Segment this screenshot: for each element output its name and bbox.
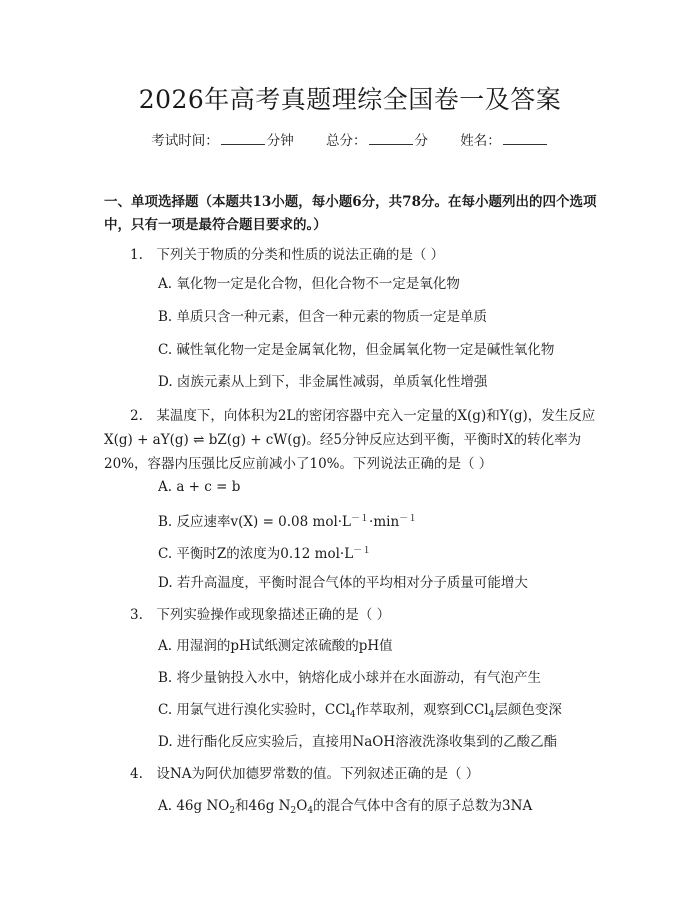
exam-time-unit: 分钟 (266, 133, 294, 149)
q4a-sub-1: 2 (229, 806, 236, 816)
total-score (326, 131, 428, 151)
question-1-option-b: B. 单质只含一种元素，但含一种元素的物质一定是单质 (158, 309, 488, 325)
student-name-label: 姓名： (460, 133, 501, 149)
page-title: 2026年高考真题理综全国卷一及答案 (138, 85, 562, 114)
question-2-option-a: A. a + c = b (158, 479, 241, 495)
exam-time-label: 考试时间： (151, 133, 219, 149)
section-header: 一、单项选择题（本题共13小题，每小题6分，共78分。在每小题列出的四个选项中，只有一项是最符合题目要求的。） (104, 194, 597, 233)
q3c-sub-2: 4 (488, 710, 495, 720)
q2b-text: B. 反应速率v(X) = 0.08 mol·L (158, 514, 352, 530)
question-2-option-c (158, 539, 598, 566)
total-score-blank (369, 131, 413, 145)
question-2-stem: 2. 某温度下，向体积为2L的密闭容器中充入一定量的X(g)和Y(g)，发生反应X(g) + aY(g) ⇌ bZ(g) + cW(g)。经5分钟反应达到平衡，平衡时X的转化率为20%，容器内压强比反应前减小了10%。下列说法正确的是（ ） (104, 408, 596, 472)
q4a-sub-2: 2 (290, 806, 297, 816)
question-3-option-d: D. 进行酯化反应实验后，直接用NaOH溶液洗涤收集到的乙酸乙酯 (158, 734, 558, 750)
q2b-mid: ·min (369, 514, 400, 530)
student-name-blank (503, 131, 547, 145)
student-name (460, 131, 549, 151)
question-3-option-b: B. 将少量钠投入水中，钠熔化成小球并在水面游动，有气泡产生 (158, 670, 542, 686)
exam-time (151, 131, 294, 151)
total-score-unit: 分 (414, 133, 428, 149)
question-3-stem: 3. 下列实验操作或现象描述正确的是（ ） (130, 607, 391, 623)
question-4-option-a (158, 794, 598, 823)
q4a-suffix: 的混合气体中含有的原子总数为3NA (313, 798, 533, 814)
question-1-stem: 1. 下列关于物质的分类和性质的说法正确的是（ ） (130, 247, 445, 263)
exam-time-blank (221, 131, 265, 145)
q3c-mid: 作萃取剂，观察到CCl (355, 702, 489, 718)
question-2-option-d: D. 若升高温度，平衡时混合气体的平均相对分子质量可能增大 (158, 575, 528, 591)
q3c-sub-1: 4 (349, 710, 356, 720)
question-4-stem: 4. 设NA为阿伏加德罗常数的值。下列叙述正确的是（ ） (130, 766, 480, 782)
q2b-sup-2: －１ (399, 514, 418, 524)
question-1-option-a: A. 氧化物一定是化合物，但化合物不一定是氧化物 (158, 276, 460, 292)
q3c-text: C. 用氯气进行溴化实验时，CCl (158, 702, 350, 718)
q4a-mid: 和46g N (235, 798, 291, 814)
total-score-label: 总分： (326, 133, 367, 149)
q2c-text: C. 平衡时Z的浓度为0.12 mol·L (158, 546, 354, 562)
q4a-text: A. 46g NO (158, 798, 230, 814)
q3c-suffix: 层颜色变深 (494, 702, 562, 718)
q2b-sup-1: －１ (351, 514, 370, 524)
question-2-option-b (158, 507, 598, 534)
question-1-option-d: D. 卤族元素从上到下，非金属性减弱，单质氧化性增强 (158, 374, 488, 390)
q4a-sub-3: 4 (307, 806, 314, 816)
question-1-option-c: C. 碱性氧化物一定是金属氧化物，但金属氧化物一定是碱性氧化物 (158, 342, 555, 358)
exam-info (0, 131, 700, 151)
question-3-option-c (158, 698, 598, 727)
question-3-option-a: A. 用湿润的pH试纸测定浓硫酸的pH值 (158, 638, 393, 654)
q4a-mid2: O (296, 798, 308, 814)
q2c-sup: －１ (353, 546, 372, 556)
